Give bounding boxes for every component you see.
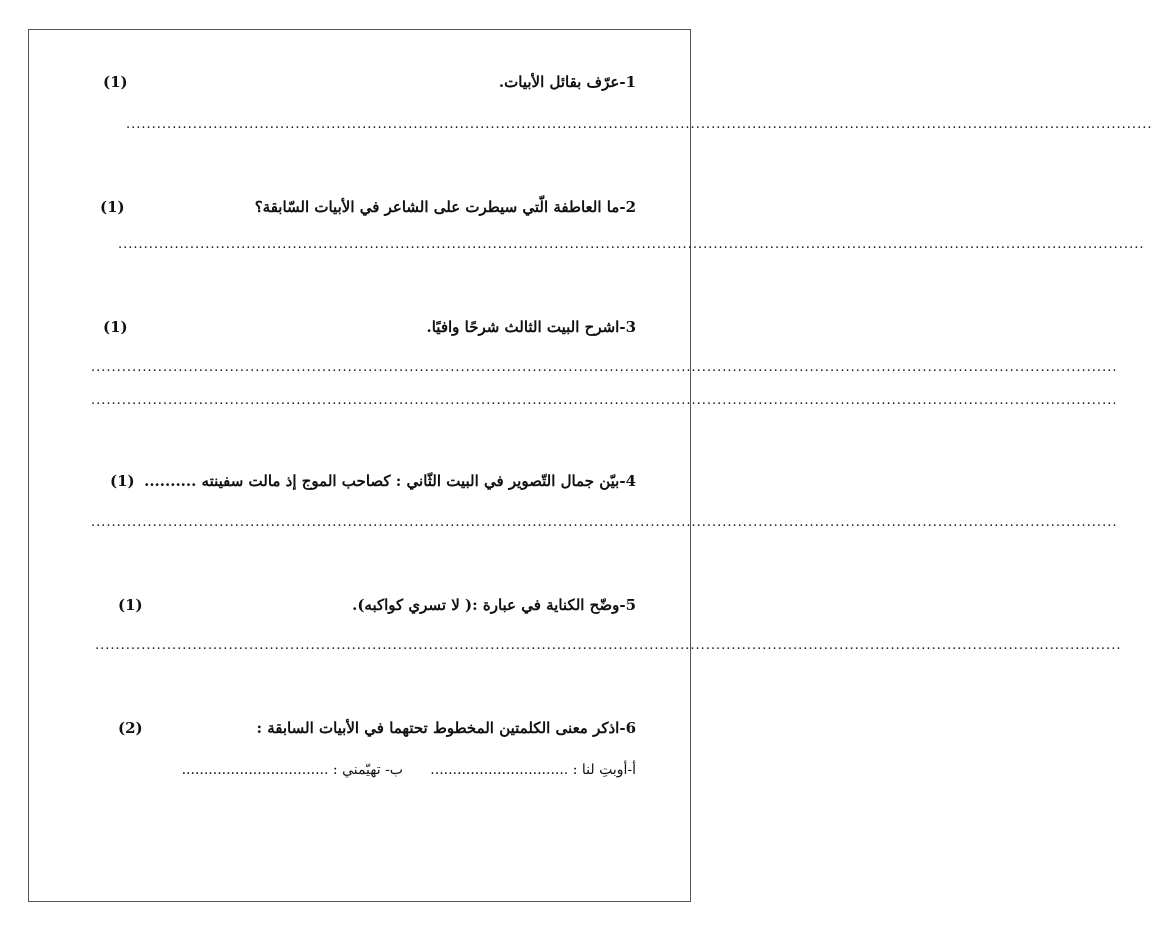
question-6: 6-اذكر معنى الكلمتين المخطوط تحتهما في الأبيات السابقة : (256, 719, 636, 737)
sub-item-a[interactable]: أ-أوبتِ لنا : ............................... (430, 762, 636, 778)
answer-line-2[interactable]: ........................................................................................................................................................................................................ (118, 237, 1145, 252)
answer-line-4[interactable]: ........................................................................................................................................................................................................ (91, 515, 1118, 530)
question-6-mark: (2) (118, 719, 143, 737)
question-3-mark: (1) (103, 318, 128, 336)
question-5: 5-وضّح الكناية في عبارة :( لا تسري كواكبه). (352, 596, 636, 614)
answer-line-3b[interactable]: ........................................................................................................................................................................................................ (91, 393, 1118, 408)
question-3: 3-اشرح البيت الثالث شرحًا وافيًا. (426, 318, 636, 336)
answer-line-3a[interactable]: ........................................................................................................................................................................................................ (91, 360, 1118, 375)
question-4-mark: (1) (110, 472, 135, 490)
question-2: 2-ما العاطفة الّتي سيطرت على الشاعر في الأبيات السّابقة؟ (254, 198, 636, 216)
question-2-mark: (1) (100, 198, 125, 216)
answer-line-5[interactable]: ........................................................................................................................................................................................................ (95, 638, 1122, 653)
question-1-mark: (1) (103, 73, 128, 91)
sub-item-b[interactable]: ب- تهيّمني : ................................. (181, 762, 403, 778)
question-4: 4-بيّن جمال التّصوير في البيت الثّاني : كصاحب الموج إذ مالت سفينته .......... (144, 472, 636, 490)
question-5-mark: (1) (118, 596, 143, 614)
answer-line-1[interactable]: ........................................................................................................................................................................................................ (126, 117, 1152, 132)
question-1: 1-عرّف بقائل الأبيات. (498, 73, 636, 91)
